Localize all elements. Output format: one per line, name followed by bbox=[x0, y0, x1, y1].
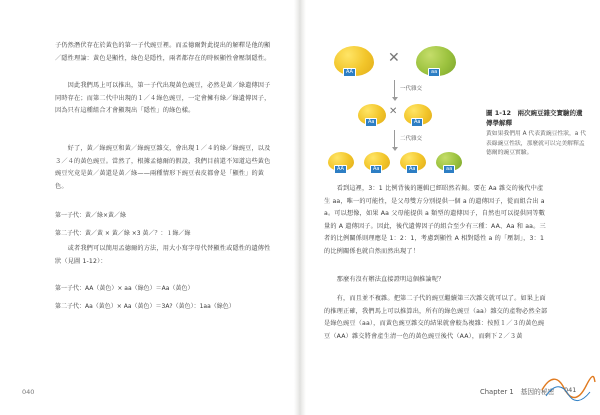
equation-4: 第二子代：Aa（黃色）× Aa（黃色）＝3A?（黃色）：1aa（綠色） bbox=[55, 303, 235, 310]
gene-badge-gen1-right: Aa bbox=[411, 118, 423, 127]
right-paragraph-2: 那麼有沒有辦法直接證明這個推論呢？ bbox=[324, 276, 445, 283]
gene-badge-gen2-4: aa bbox=[443, 165, 455, 174]
arrow-down-2 bbox=[394, 130, 395, 148]
chapter-running-head: Chapter 1 基因的秘密 bbox=[480, 388, 555, 396]
gene-badge-parent-left: AA bbox=[343, 68, 356, 77]
equation-2: 第二子代：黃／黃 × 黃／綠 ×3 黃／？：１綠／綠 bbox=[55, 230, 191, 237]
equation-1: 第一子代：黃／綠×黃／綠 bbox=[55, 212, 127, 219]
page-number-right: 041 bbox=[564, 386, 577, 394]
left-paragraph-3: 好了，黃／綠豌豆和黃／綠豌豆雜交，會出現１／４的綠／綠豌豆，以及３／４的黃色豌豆。當然了，根據孟德爾的假設，我們目前還不知道這些黃色豌豆究竟是黃／黃還是黃／綠——兩種情形下豌豆表皮都會是「顯性」的黃色。 bbox=[55, 145, 271, 190]
decorative-squiggle-icon bbox=[540, 372, 596, 404]
arrow-down-1 bbox=[394, 80, 395, 98]
left-paragraph-2: 因此我們馬上可以推出，第一子代出現黃色豌豆，必然是黃／綠遺傳因子同時存在；而第二代中出現的１／４綠色豌豆，一定會擁有綠／綠遺傳因子，因為只有這種組合才會顯現出「隱性」的綠色樣。 bbox=[55, 82, 271, 115]
figure-caption-body: 黃如果我們用 A 代表黃豌豆性狀，a 代表綠豌豆性狀，那麼就可以完美解釋孟德爾的豌豆實驗。 bbox=[486, 131, 586, 157]
left-page bbox=[0, 0, 296, 415]
left-paragraph-4: 或者我們可以簡用孟德爾的方法，用大小寫字母代替顯性或隱性的遺傳性狀（見圖 1-12）： bbox=[55, 245, 271, 265]
right-paragraph-1: 看到這裡，3：1 比例背後的邏輯已經昭然若揭。要在 Aa 雜交的後代中產生 aa，唯一的可能性，是父母雙方分別提供一個 a 的遺傳因子，從而組合出 aa。可以想像，如果 Aa 父母能提供 a 類型的遺傳因子，自然也可以提供同等數量的 A 遺傳因子。因此，後代遺傳因子的組合至少有三種：AA、Aa 和 aa。三者的比例關係則理應是 1：2：1，考慮到顯性 A 相對隱性 a 的「壓制」，3：1 的比例關係也就自然而然出現了！ bbox=[324, 185, 547, 255]
gene-badge-gen2-3: Aa bbox=[406, 165, 418, 174]
left-paragraph-1: 子仍然潛伏存在於黃色的第一子代豌豆裡。而孟德爾對此提出的解釋是他的顯／隱性理論：黃色是顯性，綠色是隱性，兩者都存在的時候顯性會壓制隱性。 bbox=[55, 42, 271, 62]
gene-badge-gen2-2: Aa bbox=[370, 165, 382, 174]
gene-badge-parent-right: aa bbox=[428, 68, 440, 77]
generation-2-label: 二代雜交 bbox=[400, 136, 423, 142]
right-page bbox=[304, 0, 600, 415]
generation-1-label: 一代雜交 bbox=[400, 86, 423, 92]
right-paragraph-3: 有，而且並不複雜。把第二子代的豌豆繼續第三次雜交就可以了。如果上面的推理正確，我們馬上可以推算出，所有的綠色豌豆（aa）雜交的產物必然全部是綠色豌豆（aa），而黃色豌豆雜交的結果就會較為複雜：按照１／３的黃色豌豆（AA）雜交將會產生清一色的黃色豌豆後代（AA），而剩下２／３黃 bbox=[324, 295, 548, 340]
pea-cross-diagram bbox=[316, 38, 476, 178]
page-number-left: 040 bbox=[22, 388, 35, 396]
figure-caption-title: 圖 1-12 兩次豌豆雜交實驗的遺傳學解釋 bbox=[486, 109, 583, 127]
equation-3: 第一子代：AA（黃色）× aa（綠色）＝Aa（黃色） bbox=[55, 285, 194, 292]
gene-badge-gen2-1: AA bbox=[334, 165, 347, 174]
gene-badge-gen1-left: Aa bbox=[365, 118, 377, 127]
cross-symbol-gen1: ✕ bbox=[389, 106, 398, 117]
cross-symbol: ✕ bbox=[388, 50, 400, 66]
